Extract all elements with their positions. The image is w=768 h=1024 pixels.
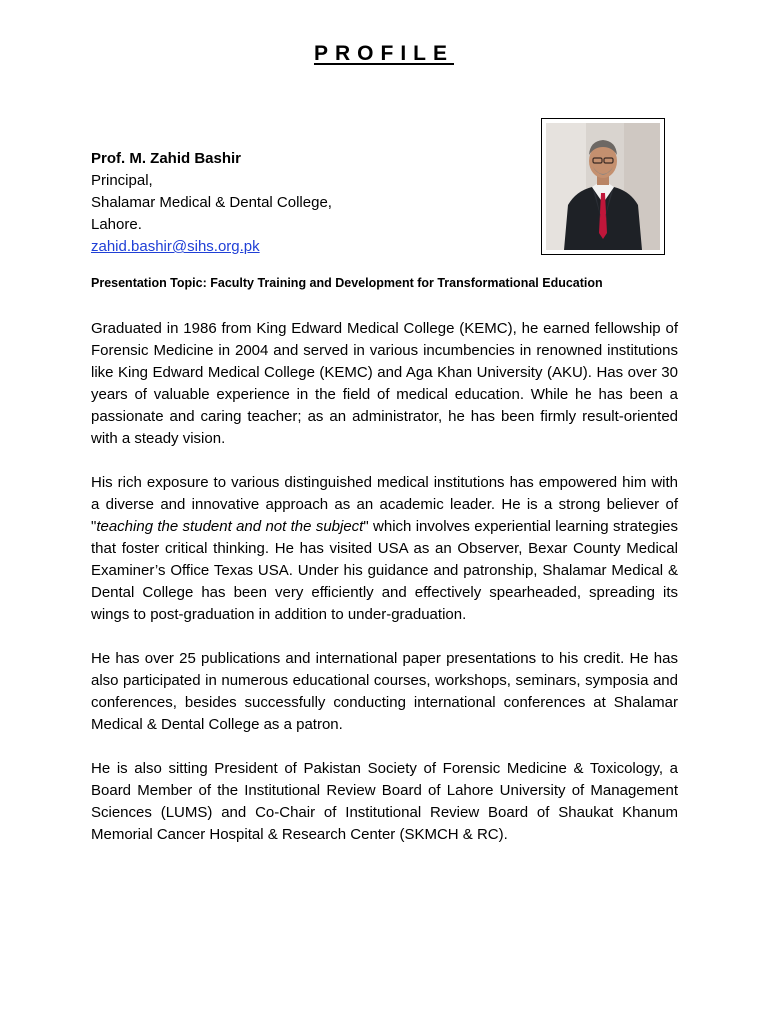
profile-body — [91, 318, 678, 868]
paragraph-leadership — [91, 472, 678, 626]
paragraph-publications: He has over 25 publications and international paper presentations to his credit. He has also participated in numerous educational courses, workshops, seminars, symposia and conferences, besides successfully conducting international conferences at Shalamar Medical & Dental College as a patron. — [91, 650, 678, 733]
paragraph-leadership-part1: His rich exposure to various distinguished medical institutions has empowered him with a diverse and innovative approach as an academic leader. He is a strong believer of " — [91, 474, 678, 535]
portrait-photo — [541, 118, 665, 255]
person-city: Lahore. — [91, 216, 142, 233]
paragraph-leadership-part2: " which involves experiential learning strategies that foster critical thinking. He has visited USA as an Observer, Bexar County Medical Examiner’s Office Texas USA. Under his guidance and patronship, Shalamar Medical & Dental College has been very efficiently and effectively spearheaded, spreading its wings to post-graduation in addition to under-graduation. — [91, 518, 679, 623]
paragraph-education: Graduated in 1986 from King Edward Medical College (KEMC), he earned fellowship of Forensic Medicine in 2004 and served in various incumbencies in renowned institutions like King Edward Medical College (KEMC) and Aga Khan University (AKU). Has over 30 years of valuable experience in the field of medical education. While he has been a passionate and caring teacher; as an administrator, he has been firmly result-oriented with a steady vision. — [91, 320, 678, 447]
quote-text: teaching the student and not the subject — [96, 518, 364, 535]
person-position: Principal, — [91, 172, 153, 189]
person-institution: Shalamar Medical & Dental College, — [91, 194, 332, 211]
paragraph-positions: He is also sitting President of Pakistan Society of Forensic Medicine & Toxicology, a Board Member of the Institutional Review Board of Lahore University of Management Sciences (LUMS) and Co-Chair of Institutional Review Board of Shaukat Khanum Memorial Cancer Hospital & Research Center (SKMCH & RC). — [91, 760, 678, 843]
email-link[interactable]: zahid.bashir@sihs.org.pk — [91, 238, 260, 255]
portrait-icon — [546, 123, 660, 250]
page-title: PROFILE — [313, 42, 454, 65]
presentation-topic: Presentation Topic: Faculty Training and Development for Transformational Education — [91, 276, 603, 290]
person-name: Prof. M. Zahid Bashir — [91, 150, 242, 167]
contact-block — [91, 148, 332, 258]
